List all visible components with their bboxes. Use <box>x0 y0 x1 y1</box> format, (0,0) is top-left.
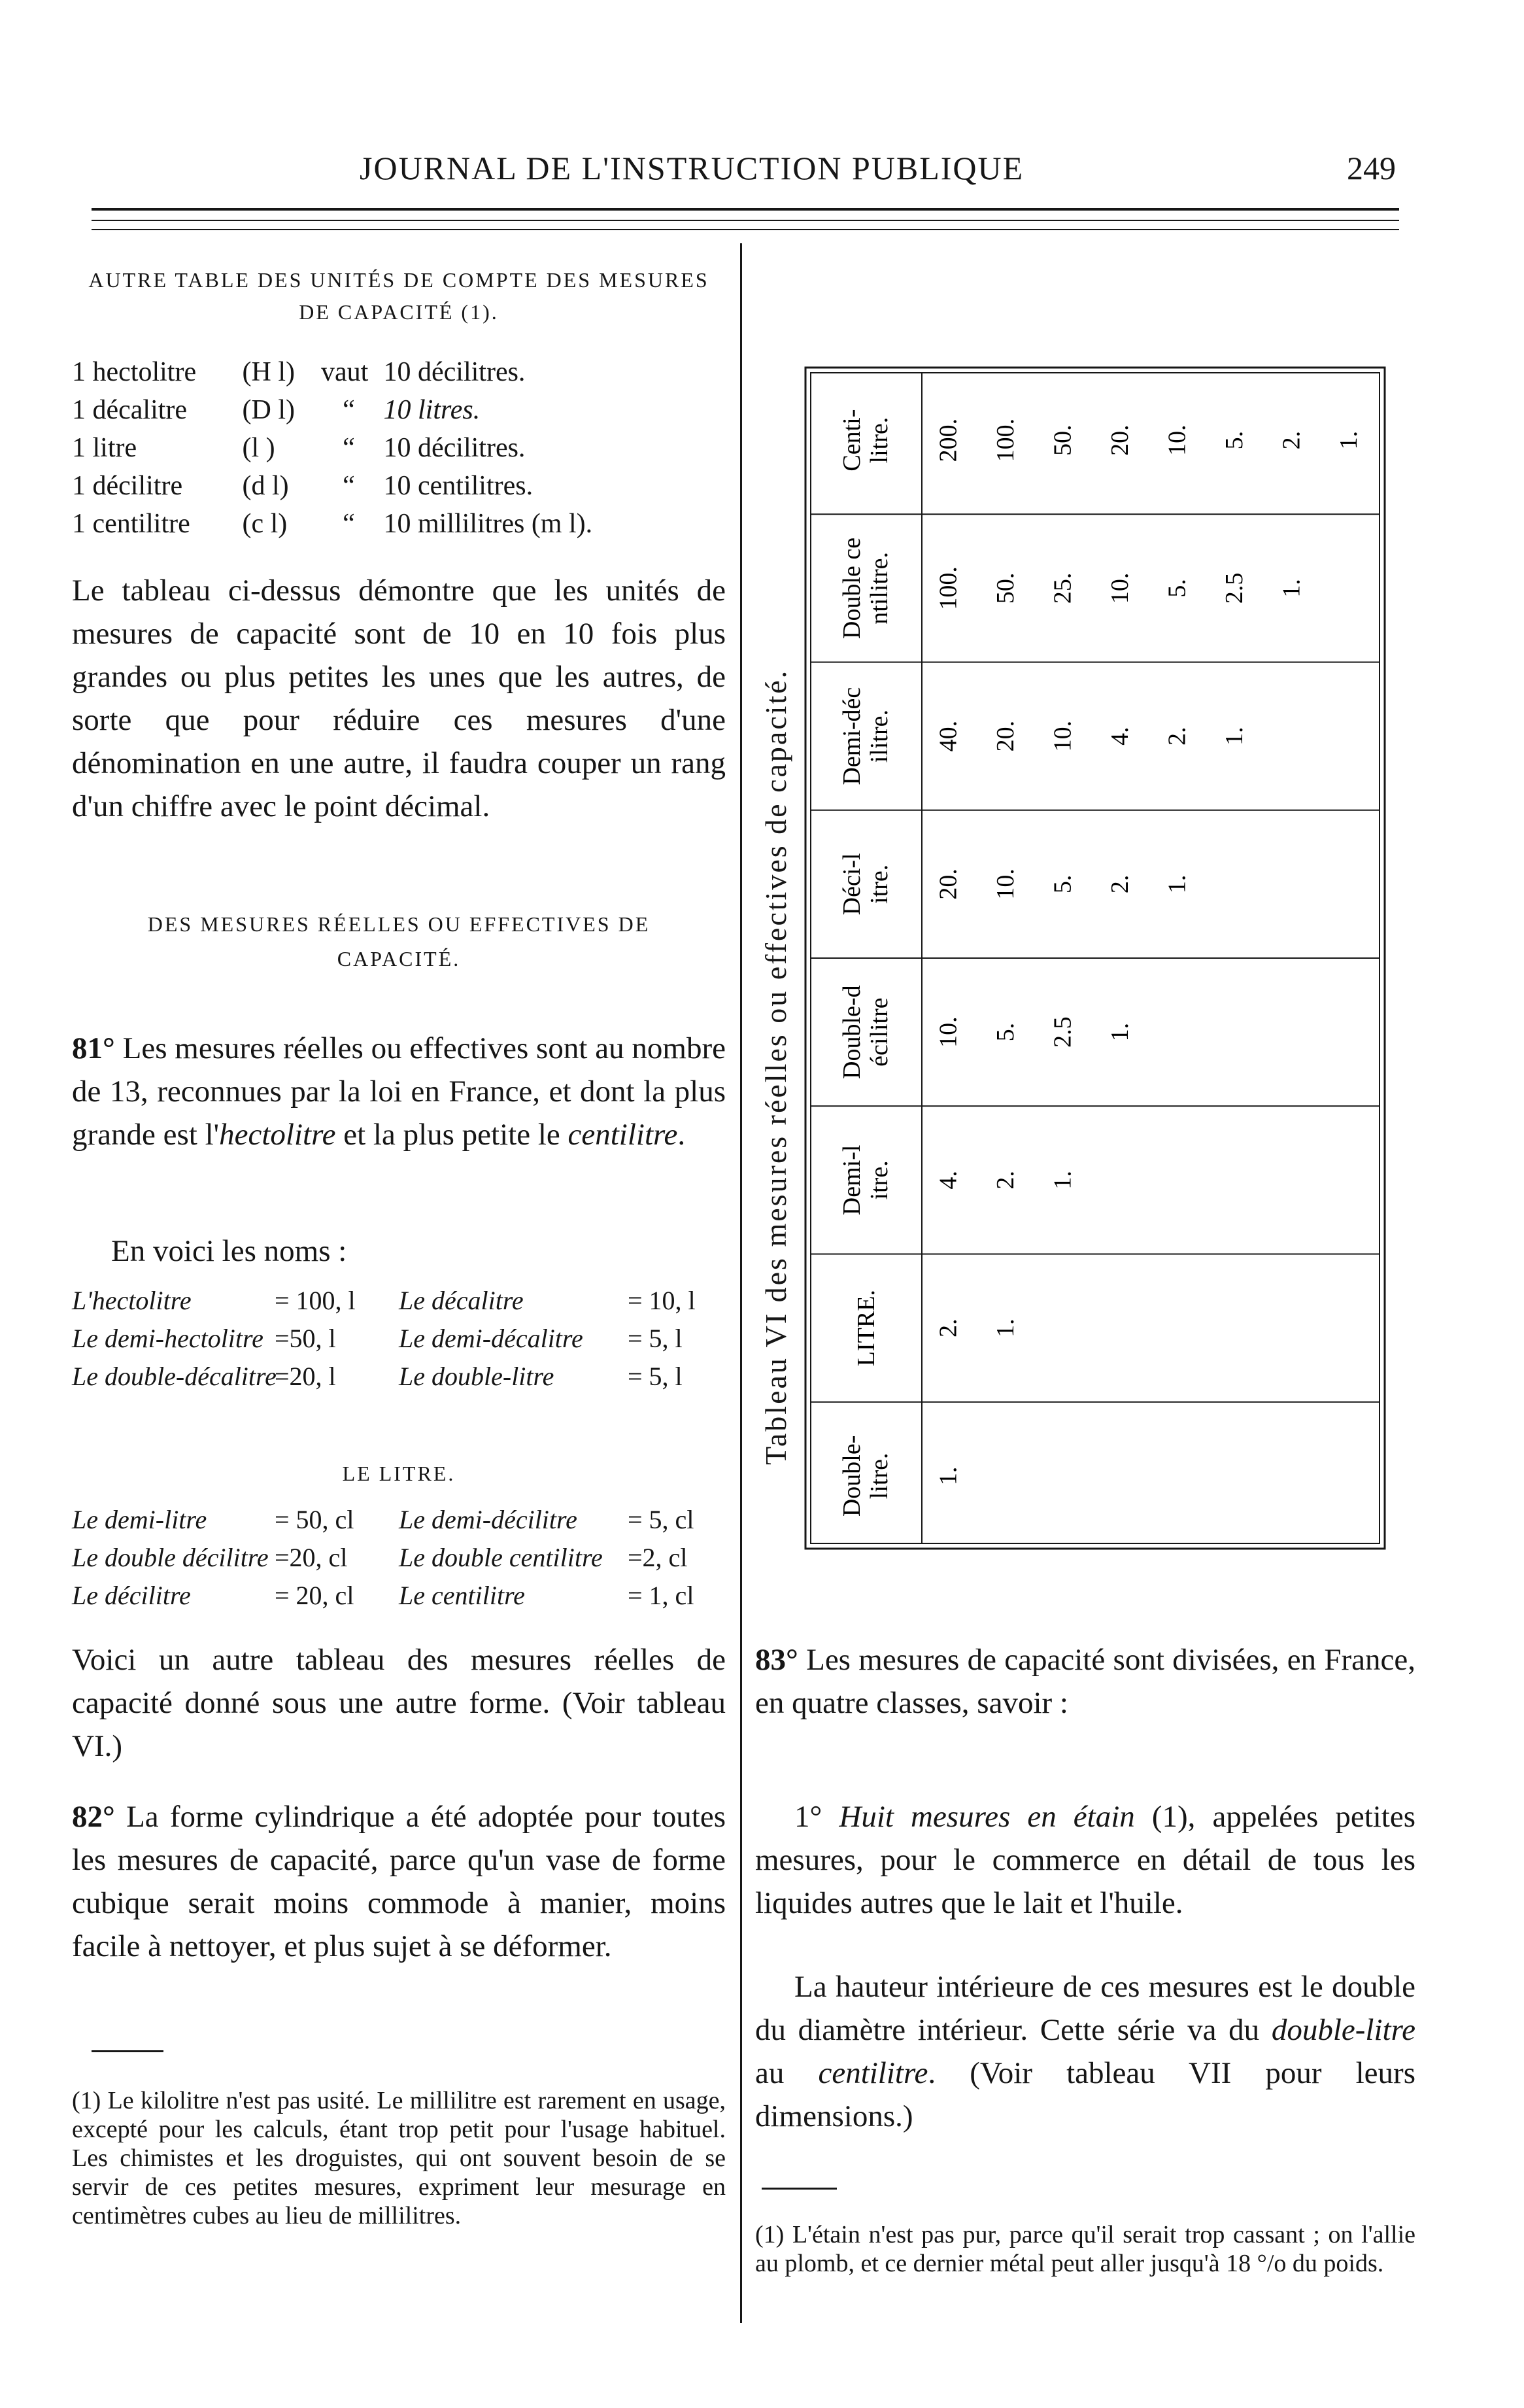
table-cell-value: 10. <box>934 1016 962 1048</box>
litre-row: Le double décilitre =20, cl Le double centilitre =2, cl <box>72 1543 688 1572</box>
table-cell-value: 25. <box>1049 572 1077 604</box>
table-cell-value: 1. <box>934 1466 962 1486</box>
table-cell-value: 20. <box>991 720 1019 752</box>
names-row: Le demi-hectolitre =50, l Le demi-décalitre = 5, l <box>72 1324 683 1353</box>
table-cell-value: 1. <box>1220 727 1248 746</box>
table-cell-value: 50. <box>1049 424 1077 456</box>
unit-row: 1 décalitre (D l) “ 10 litres. <box>72 395 481 425</box>
table-column-header: Demi-litre. <box>838 1144 893 1216</box>
units-table-title-line2: DE CAPACITÉ (1). <box>299 300 499 324</box>
table-cell-value: 1. <box>1106 1022 1134 1042</box>
table-cell-value: 2. <box>1163 727 1191 746</box>
table-cell-value: 1. <box>1163 874 1191 894</box>
table-cell-value: 10. <box>1106 572 1134 604</box>
litre-list <box>72 1504 726 1635</box>
header-rule <box>92 220 1399 221</box>
litre-row: Le demi-litre = 50, cl Le demi-décilitre = 5, cl <box>72 1505 694 1534</box>
names-list <box>72 1285 726 1416</box>
table-cell-value: 100. <box>991 418 1019 462</box>
unit-row: 1 hectolitre (H l) vaut 10 décilitres. <box>72 357 526 387</box>
paragraph-82: 82° La forme cylindrique a été adoptée pour toutes les mesures de capacité, parce qu'un vase de forme cubique serait moins commode à manier, moins facile à nettoyer, et plus sujet à se déformer. <box>72 1800 726 1963</box>
column-divider <box>740 243 742 2323</box>
table-cell-value: 2. <box>1106 874 1134 894</box>
table-cell-value: 1. <box>991 1318 1019 1337</box>
table-cell-value: 20. <box>934 869 962 900</box>
paragraph-tableau-ref: Voici un autre tableau des mesures réelles de capacité donné sous une autre forme. (Voir tableau VI.) <box>72 1643 726 1763</box>
section-title: DES MESURES RÉELLES OU EFFECTIVES DE CAPACITÉ. <box>147 912 651 971</box>
names-row: Le double-décalitre =20, l Le double-litre = 5, l <box>72 1362 683 1391</box>
units-table <box>72 356 726 553</box>
litre-row: Le décilitre = 20, cl Le centilitre = 1, cl <box>72 1581 694 1610</box>
footnote-left: (1) Le kilolitre n'est pas usité. Le millilitre est rarement en usage, excepté pour les calculs, étant trop petit pour l'usage habituel. Les chimistes et les droguistes, qui ont souvent besoin de se servir de ces petites mesures, expriment leur mesurage en centimètres cubes au lieu de millilitres. <box>72 2087 726 2229</box>
table-cell-value: 4. <box>1106 727 1134 746</box>
paragraph-number: 83° <box>755 1643 798 1677</box>
table-cell-value: 200. <box>934 418 962 462</box>
table-cell-value: 50. <box>991 572 1019 604</box>
footnote-right: (1) L'étain n'est pas pur, parce qu'il serait trop cassant ; on l'allie au plomb, et ce dernier métal peut aller jusqu'à 18 °/o du poids. <box>755 2221 1415 2277</box>
running-header <box>78 149 1425 195</box>
table-column-header: Double centilitre. <box>838 537 893 639</box>
paragraph-hauteur: La hauteur intérieure de ces mesures est le double du diamètre intérieur. Cette série va du double-litre au centilitre. (Voir tableau VII pour leurs dimensions.) <box>755 1970 1415 2133</box>
header-rule <box>92 208 1399 211</box>
paragraph-number: 82° <box>72 1800 115 1834</box>
units-table-title <box>72 268 726 324</box>
table-cell-value: 100. <box>934 566 962 610</box>
table-cell-value: 2. <box>934 1318 962 1337</box>
table-cell-value: 1. <box>1278 579 1306 598</box>
journal-title: JOURNAL DE L'INSTRUCTION PUBLIQUE <box>360 150 1024 186</box>
table-cell-value: 10. <box>1049 720 1077 752</box>
unit-row: 1 décilitre (d l) “ 10 centilitres. <box>72 471 533 501</box>
page-number: 249 <box>1347 150 1396 186</box>
table-cell-value: 4. <box>934 1171 962 1190</box>
table-vi-grid <box>752 366 1406 1550</box>
table-cell-value: 10. <box>991 869 1019 900</box>
names-intro: En voici les noms : <box>111 1234 347 1268</box>
table-cell-value: 1. <box>1049 1171 1077 1190</box>
table-cell-value: 2.5 <box>1049 1016 1077 1048</box>
paragraph-number: 81° <box>72 1031 115 1065</box>
table-cell-value: 2. <box>1278 430 1306 450</box>
table-cell-value: 5. <box>1163 579 1191 598</box>
header-rule <box>92 229 1399 230</box>
paragraph-units-explanation: Le tableau ci-dessus démontre que les unités de mesures de capacité sont de 10 en 10 fois plus grandes ou plus petites les unes que les autres, de sorte que pour réduire ces mesures d'une dénomination en une autre, il faudra couper un rang d'un chiffre avec le point décimal. <box>72 574 726 823</box>
table-cell-value: 20. <box>1106 424 1134 456</box>
paragraph-item-1: 1° Huit mesures en étain (1), appelées petites mesures, pour le commerce en détail de tous les liquides autres que le lait et l'huile. <box>755 1800 1416 1920</box>
table-cell-value: 5. <box>1049 874 1077 894</box>
litre-heading: LE LITRE. <box>342 1462 456 1485</box>
footnote-rule <box>92 2050 163 2052</box>
table-column-header: Double-décilitre <box>838 985 893 1079</box>
table-cell-value: 5. <box>1220 430 1248 450</box>
unit-row: 1 centilitre (c l) “ 10 millilitres (m l). <box>72 509 593 539</box>
paragraph-81: 81° Les mesures réelles ou effectives sont au nombre de 13, reconnues par la loi en France, et dont la plus grande est l'hectolitre et la plus petite le centilitre. <box>72 1031 726 1152</box>
table-column-header: Déci-litre. <box>838 853 893 916</box>
paragraph-83: 83° Les mesures de capacité sont divisées, en France, en quatre classes, savoir : <box>755 1643 1415 1720</box>
table-cell-value: 1. <box>1334 430 1363 450</box>
table-cell-value: 10. <box>1163 424 1191 456</box>
table-column-header: Double-litre. <box>838 1435 893 1517</box>
table-cell-value: 2.5 <box>1220 572 1248 604</box>
table-column-header: LITRE. <box>853 1290 880 1367</box>
table-cell-value: 5. <box>991 1022 1019 1042</box>
footnote-rule <box>762 2188 837 2190</box>
table-cell-value: 40. <box>934 720 962 752</box>
units-table-title-line1: AUTRE TABLE DES UNITÉS DE COMPTE DES MESURES <box>88 268 709 292</box>
table-column-header: Centi-litre. <box>838 409 893 472</box>
names-row: L'hectolitre = 100, l Le décalitre = 10, l <box>72 1286 696 1315</box>
table-column-header: Demi-décilitre. <box>838 687 893 785</box>
table-cell-value: 2. <box>991 1171 1019 1190</box>
table-caption: Tableau VI des mesures réelles ou effectives de capacité. <box>759 668 792 1465</box>
table-vi <box>752 366 1406 1550</box>
unit-row: 1 litre (l ) “ 10 décilitres. <box>72 433 526 463</box>
